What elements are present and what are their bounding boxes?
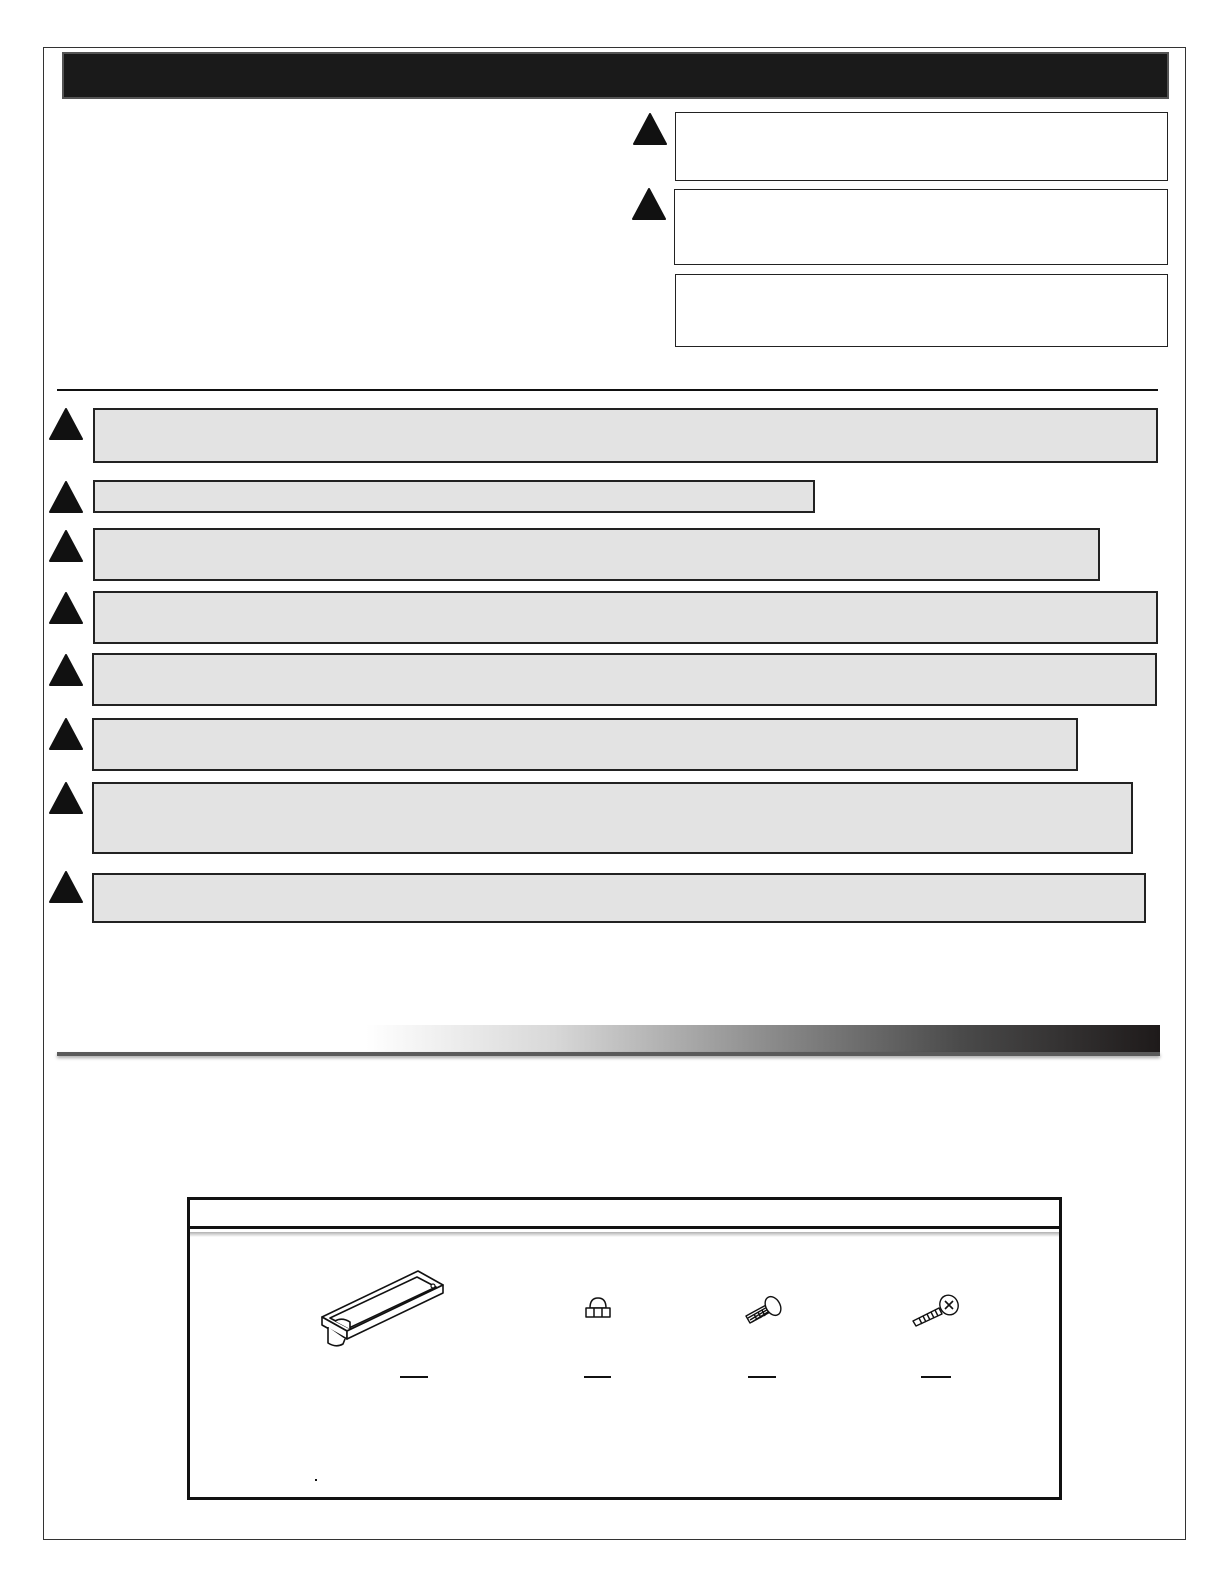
part-1-qty-line bbox=[400, 1376, 428, 1378]
acorn-nut-icon bbox=[584, 1296, 612, 1320]
part-4-qty-line bbox=[921, 1376, 951, 1378]
warning-triangle-icon bbox=[49, 718, 83, 750]
warning-triangle-icon bbox=[49, 871, 83, 903]
hardware-header-shadow bbox=[190, 1232, 1059, 1237]
screw-icon bbox=[911, 1293, 963, 1329]
part-2-qty-line bbox=[584, 1376, 611, 1378]
tray-icon bbox=[320, 1265, 445, 1350]
hardware-box-header bbox=[190, 1200, 1059, 1229]
caution-box-2 bbox=[674, 189, 1168, 265]
warning-triangle-icon bbox=[49, 782, 83, 814]
bolt-icon bbox=[742, 1294, 784, 1328]
caution-box-1 bbox=[675, 112, 1168, 181]
warning-box-2 bbox=[93, 480, 815, 513]
warning-box-1 bbox=[93, 408, 1158, 463]
header-bar bbox=[62, 52, 1169, 99]
warning-box-4 bbox=[93, 591, 1158, 644]
part-3-qty-line bbox=[748, 1376, 776, 1378]
warning-box-3 bbox=[93, 528, 1100, 581]
hardware-box bbox=[187, 1197, 1062, 1500]
warning-box-5 bbox=[92, 653, 1157, 706]
caution-box-3 bbox=[675, 274, 1168, 347]
warning-box-7 bbox=[92, 782, 1133, 854]
section-header-underline bbox=[57, 1052, 1160, 1056]
warning-triangle-icon bbox=[49, 654, 83, 686]
warning-triangle-icon bbox=[49, 530, 83, 562]
warning-box-8 bbox=[92, 873, 1146, 923]
warning-box-6 bbox=[92, 718, 1078, 771]
section-rule bbox=[57, 389, 1158, 391]
warning-triangle-icon bbox=[49, 481, 83, 513]
warning-triangle-icon bbox=[632, 188, 666, 220]
warning-triangle-icon bbox=[49, 592, 83, 624]
warning-triangle-icon bbox=[633, 113, 667, 145]
warning-triangle-icon bbox=[49, 408, 83, 440]
section-header-bar bbox=[57, 1025, 1160, 1054]
stray-dot bbox=[315, 1479, 317, 1481]
